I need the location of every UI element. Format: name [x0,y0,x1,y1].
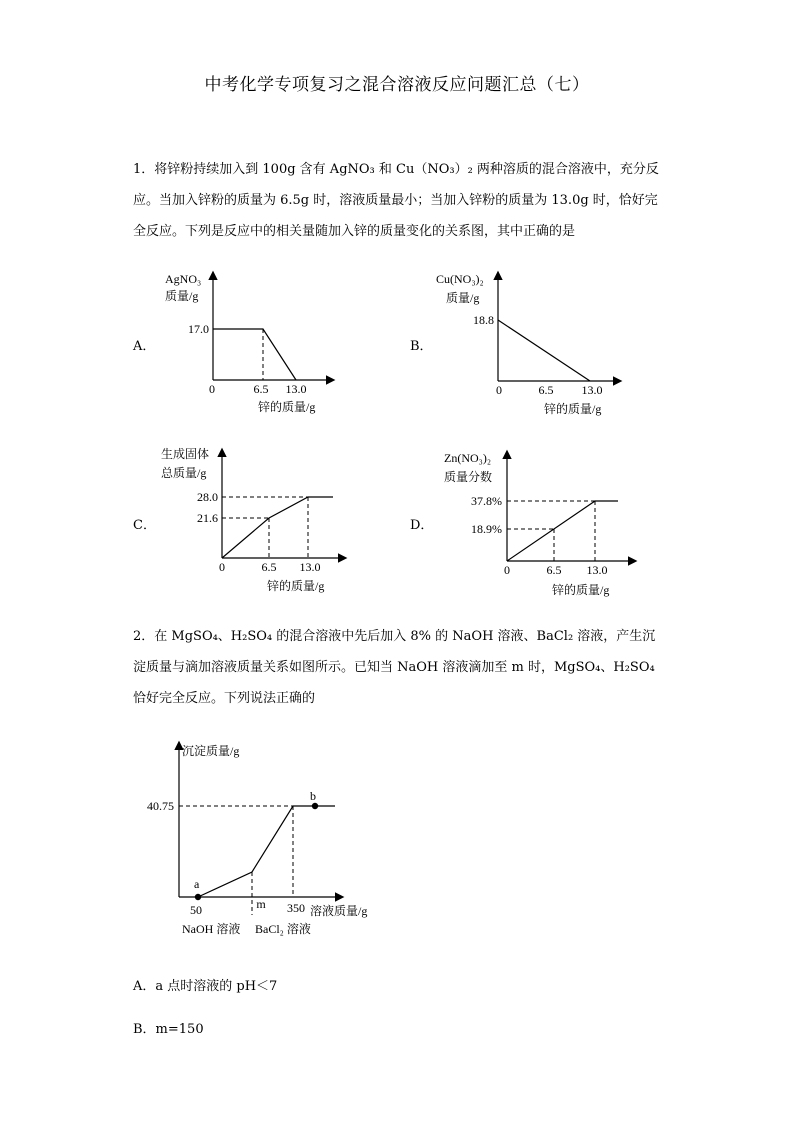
y-label-1: 生成固体 [161,447,210,461]
x-tick-13: 13.0 [581,383,603,397]
page-title: 中考化学专项复习之混合溶液反应问题汇总（七） [204,75,590,95]
data-line [198,806,335,897]
y-label-2: 总质量/g [161,466,207,480]
point-a [195,894,201,900]
y-label-2: 质量/g [165,289,199,303]
label-a: a [194,877,200,891]
label-b: b [310,789,316,803]
x-tick-13: 13.0 [285,382,307,396]
x-tick-0: 0 [209,382,215,396]
option-a-text: A．a 点时溶液的 pH＜7 [133,979,278,994]
option-b-text: B．m=150 [133,1022,204,1037]
x-tick-13: 13.0 [586,563,608,577]
y-label-2: 质量分数 [444,470,493,484]
x-tick-6.5: 6.5 [253,382,269,396]
y-label-1: Zn(NO₃)₂ [444,451,492,465]
x-tick-6.5: 6.5 [538,383,554,397]
data-line [222,497,333,558]
graph-b [432,265,632,420]
graph-a [155,265,345,420]
question-1-text: 1．将锌粉持续加入到 100g 含有 AgNO₃ 和 Cu（NO₃）₂ 两种溶质的混合溶液中，充分反应。当加入锌粉的质量为 6.5g 时，溶液质量最小；当加入锌粉的质量为 13.0g 时，恰好完全反应。下列是反应中的相关量随加入锌的质量变化的关系图，其中正确的是 [133,162,659,239]
option-c-letter: C． [133,518,156,533]
data-line [498,320,590,381]
y-tick: 17.0 [188,322,209,336]
x-label: 锌的质量/g [258,400,316,414]
segment-label-naoh: NaOH 溶液 [182,922,241,936]
y-label-1: AgNO₃ [165,272,202,286]
y-tick-18.9: 18.9% [471,522,502,536]
y-tick-37.8: 37.8% [471,494,502,508]
question-2-text: 2．在 MgSO₄、H₂SO₄ 的混合溶液中先后加入 8% 的 NaOH 溶液、BaCl₂ 溶液，产生沉淀质量与滴加溶液质量关系如图所示。已知当 NaOH 溶液滴加至 m 时，MgSO₄、H₂SO₄ 恰好完全反应。下列说法正确的 [133,629,656,706]
x-tick-13: 13.0 [299,560,321,574]
y-label-1: Cu(NO₃)₂ [436,272,484,286]
x-label: 锌的质量/g [267,579,325,593]
x-label: 锌的质量/g [544,402,602,416]
y-tick-28: 28.0 [197,490,218,504]
x-tick-0: 0 [496,383,502,397]
graph-d [440,444,645,604]
segment-label-bacl2: BaCl₂ 溶液 [255,922,311,936]
x-tick-m: m [256,897,266,911]
option-d-letter: D． [410,518,434,533]
x-tick-6.5: 6.5 [261,560,277,574]
option-b-letter: B． [410,339,433,354]
y-tick: 18.8 [473,313,494,327]
x-label: 溶液质量/g [310,904,368,918]
x-label: 锌的质量/g [552,583,610,597]
x-tick-6.5: 6.5 [546,563,562,577]
y-label-2: 质量/g [446,291,480,305]
y-tick-21.6: 21.6 [197,511,218,525]
x-tick-350: 350 [287,901,305,915]
option-a-letter: A． [133,339,156,354]
graph-c [155,442,355,602]
x-tick-0: 0 [219,560,225,574]
x-tick-0: 0 [504,563,510,577]
data-line [213,329,296,380]
point-b [312,803,318,809]
y-tick-40.75: 40.75 [147,799,174,813]
data-line [507,501,618,561]
precipitate-chart [130,735,390,945]
y-label: 沉淀质量/g [182,744,240,758]
x-tick-50: 50 [190,903,202,917]
